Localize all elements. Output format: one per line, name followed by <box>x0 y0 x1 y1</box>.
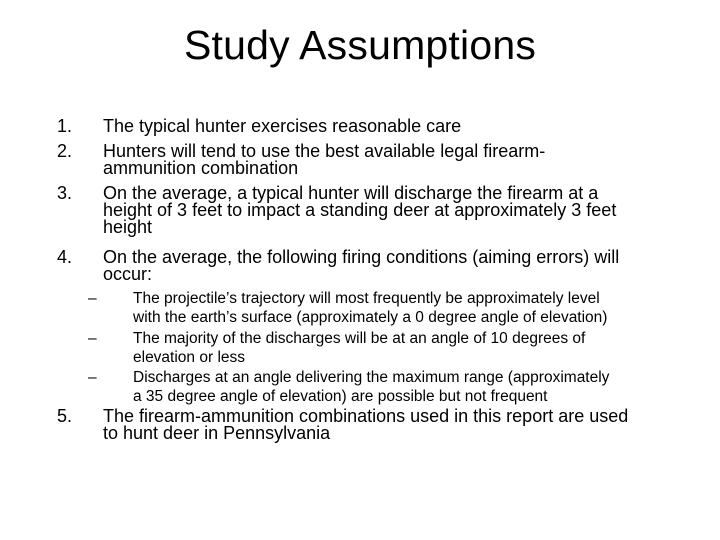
list-text: Hunters will tend to use the best available legal firearm- ammunition combination <box>103 141 546 178</box>
list-text: The firearm-ammunition combinations used in this report are used to hunt deer in Pennsylvania <box>103 406 629 443</box>
list-number: 3. <box>57 183 73 203</box>
slide-title: Study Assumptions <box>183 22 537 68</box>
dash-bullet: – <box>88 330 97 347</box>
list-number: 5. <box>57 406 73 426</box>
dash-bullet: – <box>88 290 97 307</box>
list-number: 2. <box>57 141 73 161</box>
list-text: On the average, a typical hunter will discharge the firearm at a height of 3 feet to impact a standing deer at approximately 3 feet height <box>103 183 617 237</box>
sublist-text: Discharges at an angle delivering the maximum range (approximately a 35 degree angle of elevation) are possible but not frequent <box>133 369 610 405</box>
list-number: 4. <box>57 247 73 267</box>
list-text: On the average, the following firing conditions (aiming errors) will occur: <box>103 247 620 284</box>
dash-bullet: – <box>88 369 97 386</box>
list-number: 1. <box>57 116 73 136</box>
sublist-text: The projectile’s trajectory will most frequently be approximately level with the earth’s surface (approximately a 0 degree angle of elevation) <box>133 290 608 326</box>
list-text: The typical hunter exercises reasonable care <box>103 116 462 136</box>
sublist-text: The majority of the discharges will be at an angle of 10 degrees of elevation or less <box>133 330 586 366</box>
